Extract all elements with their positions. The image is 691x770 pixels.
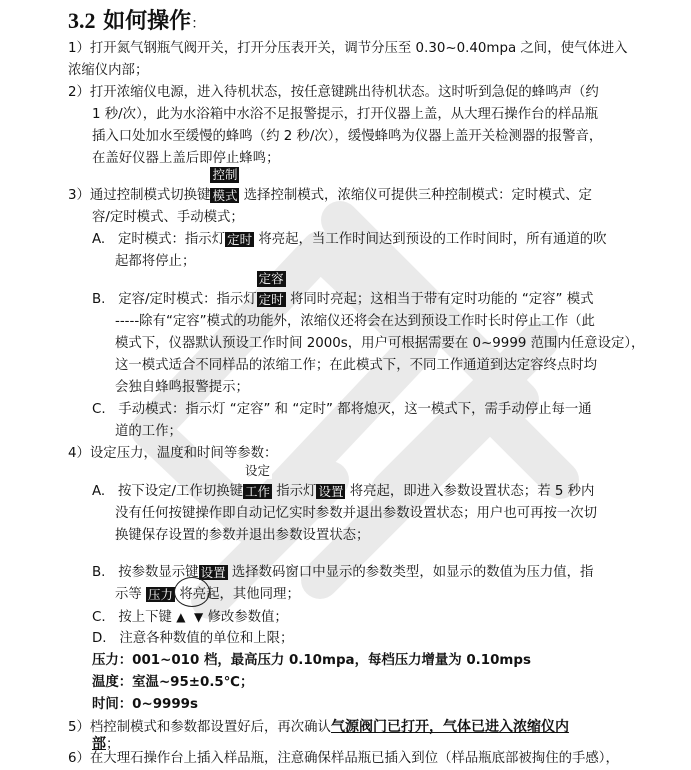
volume-timer-lamp bbox=[257, 271, 286, 311]
step-4a-mid: 指示灯 bbox=[276, 484, 317, 499]
setting-lamp: 设置 bbox=[318, 483, 344, 499]
step-2-line-4: 在盖好仪器上盖后即停止蜂鸣； bbox=[92, 151, 280, 166]
control-mode-key bbox=[210, 167, 239, 207]
step-3c-marker: C. bbox=[92, 402, 106, 417]
step-3a-pre: 定时模式：指示灯 bbox=[117, 232, 226, 247]
step-3b-line-3: 模式下，仪器默认预设工作时间 2000s，用户可根据需要在 0~9999 范围内任意设定）， bbox=[115, 336, 645, 351]
step-2-line-2: 1 秒/次），此为水浴箱中水浴不足报警提示，打开仪器上盖，从大理石操作台的样品瓶 bbox=[92, 107, 599, 122]
step-2-marker: 2） bbox=[68, 85, 90, 100]
control-mode-key-top: 控制 bbox=[212, 167, 238, 182]
pressure-spec: 压力：001~010 档，最高压力 0.10mpa，每档压力增量为 0.10mps bbox=[92, 653, 531, 668]
step-5-emphasis: 气源阀门已打开，气体已进入浓缩仪内 bbox=[330, 719, 569, 735]
step-4b-post: 选择数码窗口中显示的参数类型，如显示的数值为压力值，指 bbox=[231, 565, 594, 580]
step-3a-line-1 bbox=[92, 229, 607, 251]
step-3-post: 选择控制模式，浓缩仪可提供三种控制模式：定时模式、定 bbox=[243, 188, 592, 203]
step-4-marker: 4） bbox=[68, 446, 90, 461]
step-5-pre: 档控制模式和参数都设置好后，再次确认 bbox=[89, 720, 331, 735]
step-4d-line bbox=[92, 628, 293, 650]
step-3-line-1 bbox=[68, 167, 592, 207]
down-arrow-icon: ▼ bbox=[193, 610, 204, 624]
pressure-lamp: 压力 bbox=[148, 586, 174, 602]
timer-lamp-2: 定时 bbox=[258, 291, 284, 307]
step-6-marker: 6） bbox=[68, 751, 90, 766]
volume-lamp: 定容 bbox=[258, 271, 284, 286]
control-mode-key-bottom: 模式 bbox=[212, 187, 238, 203]
step-4a-line-2: 没有任何按键操作即自动记忆实时参数并退出参数设置状态；用户也可再按一次切 bbox=[115, 506, 598, 521]
circle-annotation bbox=[174, 577, 210, 607]
step-3b-marker: B. bbox=[92, 292, 106, 307]
step-4a-marker: A. bbox=[92, 484, 106, 499]
step-4b-line-1 bbox=[92, 562, 593, 584]
time-spec: 时间：0~9999s bbox=[92, 697, 198, 712]
step-4d-text: 注意各种数值的单位和上限； bbox=[119, 631, 294, 646]
step-5-tail: ； bbox=[106, 737, 120, 752]
step-3a-post: 将亮起，当工作时间达到预设的工作时间时，所有通道的吹 bbox=[258, 232, 607, 247]
step-2-text: 打开浓缩仪电源，进入待机状态，按任意键跳出待机状态。这时听到急促的蜂鸣声（约 bbox=[89, 85, 599, 100]
step-3-pre: 通过控制模式切换键 bbox=[89, 188, 211, 203]
step-5-emphasis-2: 部 bbox=[92, 736, 106, 752]
set-work-key-bottom: 工作 bbox=[245, 483, 271, 499]
step-4c-pre: 按上下键 bbox=[118, 610, 172, 625]
step-3c-line-1 bbox=[92, 399, 592, 421]
step-4b-line-2-post: 将亮起，其他同理； bbox=[179, 587, 300, 602]
step-6-text: 在大理石操作台上插入样品瓶，注意确保样品瓶已插入到位（样品瓶底部被掏住的手感）， bbox=[89, 751, 619, 766]
step-5-line-1 bbox=[68, 716, 569, 739]
step-4b-pre: 按参数显示键 bbox=[118, 565, 199, 580]
step-1-marker: 1） bbox=[68, 41, 90, 56]
section-title-text: 如何操作 bbox=[103, 8, 192, 34]
step-4c-marker: C. bbox=[92, 610, 106, 625]
timer-lamp: 定时 bbox=[227, 231, 253, 247]
step-5-marker: 5） bbox=[68, 720, 90, 735]
step-3c-text: 手动模式：指示灯 “定容” 和 “定时” 都将熄灭，这一模式下，需手动停止每一通 bbox=[118, 402, 592, 417]
step-3-line-2: 容/定时模式、手动模式； bbox=[92, 210, 244, 225]
step-1-line-1 bbox=[68, 38, 628, 60]
step-4a-pre: 按下设定/工作切换键 bbox=[117, 484, 243, 499]
set-work-key-top: 设定 bbox=[245, 463, 271, 478]
step-2-line-1 bbox=[68, 82, 599, 104]
step-3b-line-5: 会独自蜂鸣报警提示； bbox=[115, 380, 249, 395]
step-4-text: 设定压力，温度和时间等参数： bbox=[89, 446, 278, 461]
param-display-key: 设置 bbox=[200, 564, 226, 580]
section-title bbox=[68, 6, 205, 39]
step-3a-marker: A. bbox=[92, 232, 106, 247]
step-4c-post: 修改参数值； bbox=[207, 610, 288, 625]
step-3b-post: 将同时亮起；这相当于带有定时功能的 “定容” 模式 bbox=[289, 292, 594, 307]
step-3b-pre: 定容/定时模式：指示灯 bbox=[118, 292, 257, 307]
set-work-key bbox=[243, 463, 272, 503]
step-1-text: 打开氮气钢瓶气阀开关，打开分压表开关，调节分压至 0.30~0.40mpa 之间，使气体进入 bbox=[89, 41, 628, 56]
step-3b-line-1 bbox=[92, 271, 594, 311]
step-1-line-2: 浓缩仪内部； bbox=[68, 63, 149, 78]
step-4a-post: 将亮起，即进入参数设置状态；若 5 秒内 bbox=[349, 484, 595, 499]
step-4c-line bbox=[92, 606, 288, 629]
temperature-spec: 温度：室温~95±0.5℃； bbox=[92, 675, 254, 690]
up-arrow-icon: ▲ bbox=[176, 610, 186, 624]
step-3-marker: 3） bbox=[68, 188, 90, 203]
step-3b-line-4: 这一模式适合不同样品的浓缩工作；在此模式下，不同工作通道到达定容终点时均 bbox=[115, 358, 598, 373]
step-2-line-3: 插入口处加水至缓慢的蜂鸣（约 2 秒/次），缓慢蜂鸣为仪器上盖开关检测器的报警音， bbox=[92, 129, 603, 144]
step-4-line-1 bbox=[68, 443, 277, 465]
section-number: 3.2 bbox=[68, 8, 96, 33]
step-6-line-1 bbox=[68, 748, 619, 770]
step-4a-line-1 bbox=[92, 463, 595, 503]
step-4d-marker: D. bbox=[92, 631, 107, 646]
step-4b-marker: B. bbox=[92, 565, 106, 580]
step-3b-line-2: -----除有“定容”模式的功能外，浓缩仪还将会在达到预设工作时长时停止工作（此 bbox=[115, 314, 595, 329]
step-4a-line-3: 换键保存设置的参数并退出参数设置状态； bbox=[115, 528, 370, 543]
step-3c-line-2: 道的工作； bbox=[115, 424, 182, 439]
step-3a-line-2: 起都将停止； bbox=[115, 254, 196, 269]
section-title-colon: ： bbox=[191, 16, 206, 32]
step-4b-line-2-pre: 示等 bbox=[115, 587, 142, 602]
